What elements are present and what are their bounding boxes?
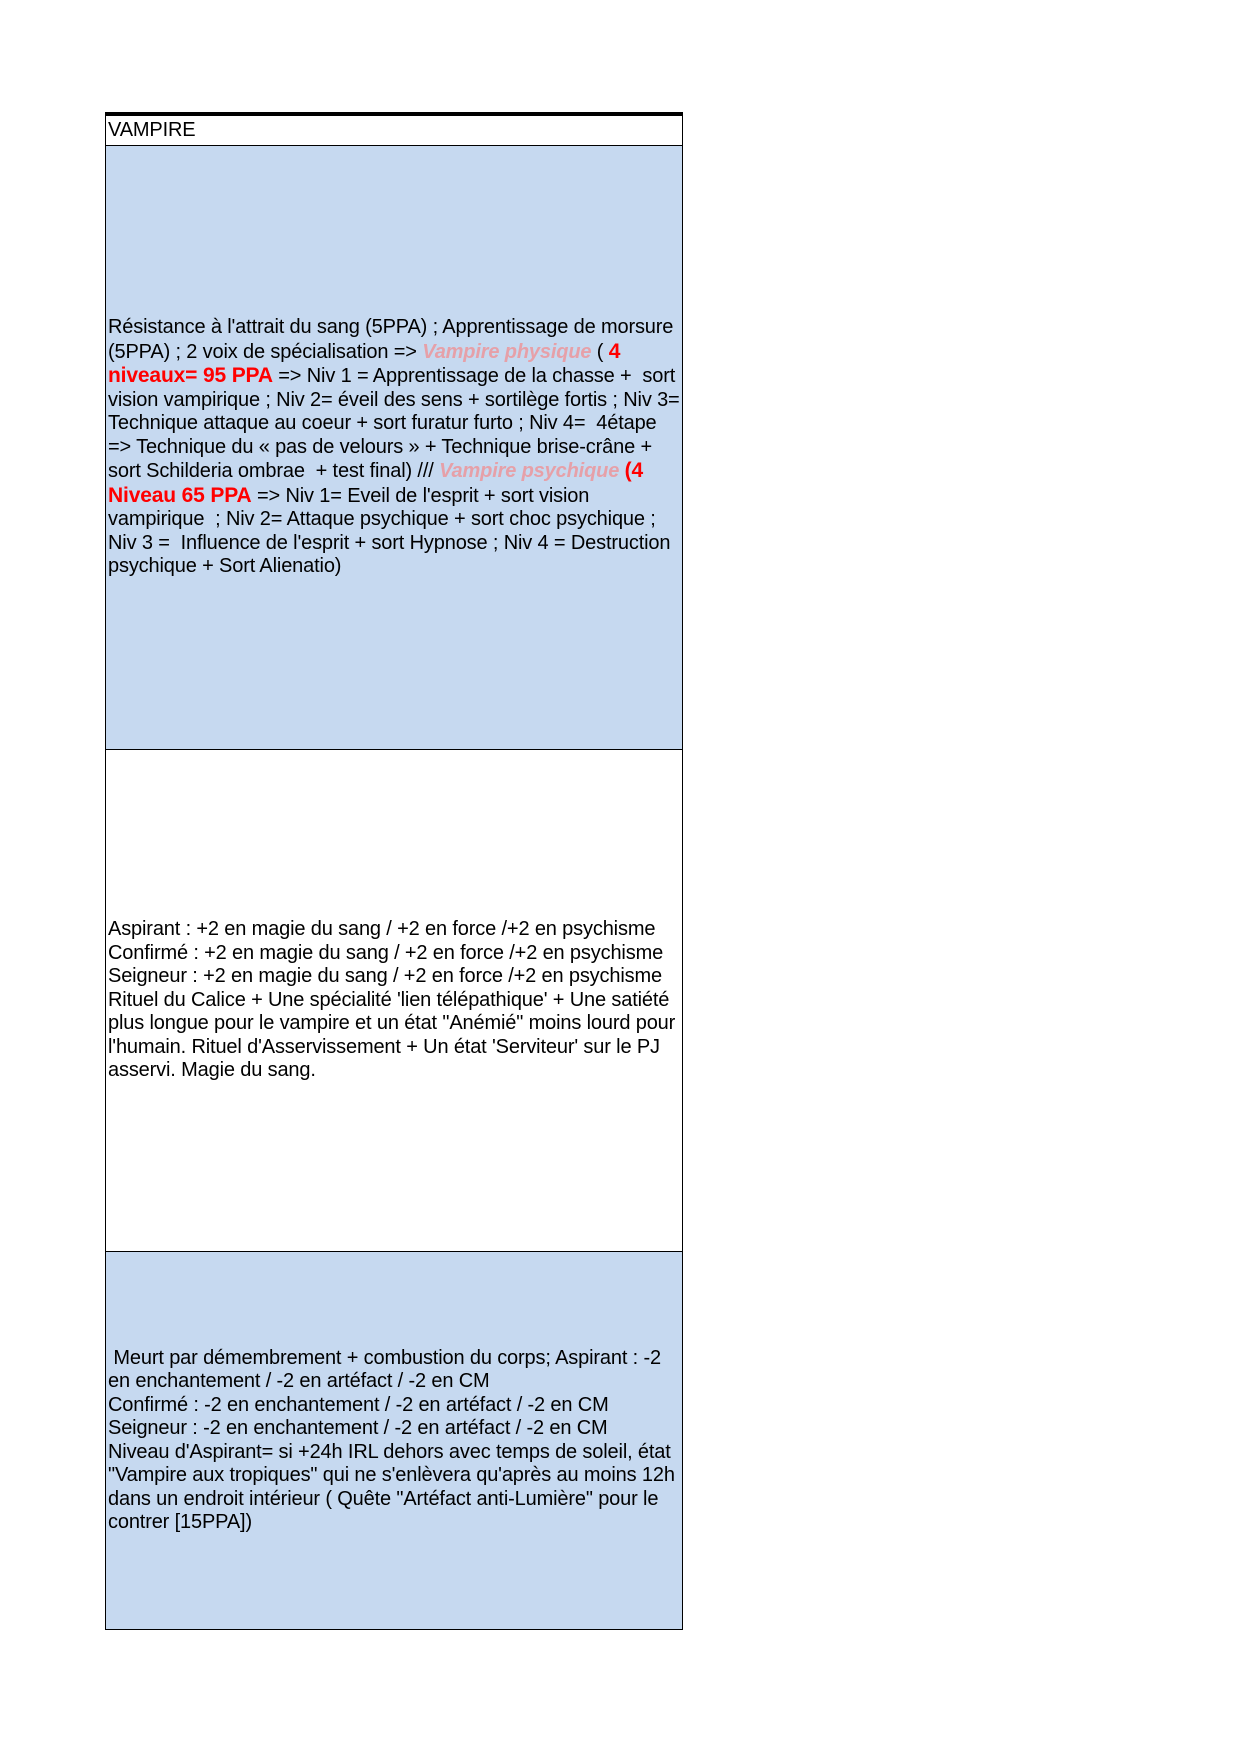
spec-text-part: ( <box>591 340 609 363</box>
cell-weaknesses[interactable] <box>105 1252 683 1630</box>
spreadsheet-table <box>105 112 683 1630</box>
cell-bonuses[interactable] <box>105 750 683 1252</box>
spec-text-part: => Niv 1= Eveil de l'esprit + sort vision vampirique ; Niv 2= Attaque psychique + sort choc psychique ; Niv 3 = Influence de l'esprit + sort Hypnose ; Niv 4 = Destruction psychique + Sort Alienatio) <box>108 484 676 578</box>
header-text: VAMPIRE <box>108 118 196 141</box>
vampire-psychique-label: Vampire psychique <box>439 460 620 483</box>
cell-specialisation[interactable] <box>105 146 683 750</box>
bonuses-text: Aspirant : +2 en magie du sang / +2 en force /+2 en psychisme Confirmé : +2 en magie du sang / +2 en force /+2 en psychisme Seigneur : +2 en magie du sang / +2 en force /+2 en psychisme Rituel du Calice + Une spécialité 'lien télépathique' + Une satiété plus longue pour le vampire et un état "Anémié" moins lourd pour l'humain. Rituel d'Asservissement + Un état 'Serviteur' sur le PJ asservi. Magie du sang. <box>108 918 676 1082</box>
spec-text-part: Résistance à l'attrait du sang (5PPA) ; Apprentissage de morsure (5PPA) ; 2 voix de spécialisation => <box>108 316 679 363</box>
weaknesses-text: Meurt par démembrement + combustion du corps; Aspirant : -2 en enchantement / -2 en artéfact / -2 en CM Confirmé : -2 en enchantement / -2 en artéfact / -2 en CM Seigneur : -2 en enchantement / -2 en artéfact / -2 en CM Niveau d'Aspirant= si +24h IRL dehors avec temps de soleil, état "Vampire aux tropiques" qui ne s'enlèvera qu'après au moins 12h dans un endroit intérieur ( Quête "Artéfact anti-Lumière" pour le contrer [15PPA]) <box>108 1346 675 1533</box>
physique-levels-cost: 4 niveaux= 95 PPA <box>108 339 626 388</box>
cell-header[interactable] <box>105 112 683 146</box>
specialisation-text <box>108 316 685 579</box>
vampire-physique-label: Vampire physique <box>422 340 592 363</box>
psychique-levels-cost: (4 Niveau 65 PPA <box>108 459 649 507</box>
spec-text-part: => Niv 1 = Apprentissage de la chasse + sort vision vampirique ; Niv 2= éveil des sens + sortilège fortis ; Niv 3= Technique attaque au coeur + sort furatur furto ; Niv 4= 4étape => Technique du « pas de velours » + Technique brise-crâne + sort Schilderia ombrae + test final) /// <box>108 365 685 483</box>
